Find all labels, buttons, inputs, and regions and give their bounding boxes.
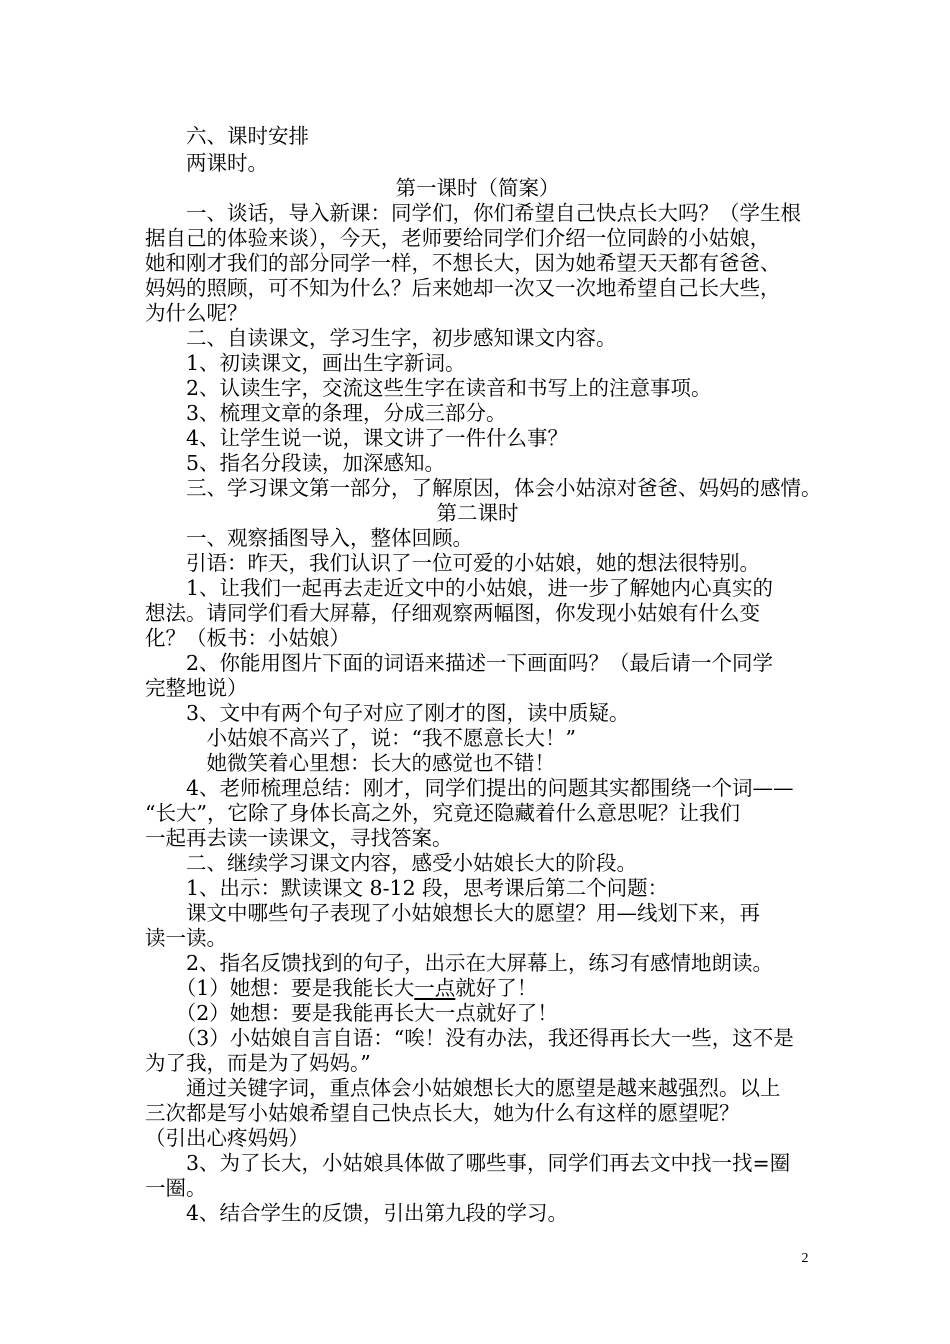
paragraph-line: 为什么呢？ (145, 301, 248, 325)
paragraph-line: 三、学习课文第一部分，了解原因，体会小姑涼对爸爸、妈妈的感情。 (145, 476, 822, 500)
paragraph-line: 二、继续学习课文内容，感受小姑娘长大的阶段。 (145, 851, 637, 875)
paragraph-line: 读一读。 (145, 926, 227, 950)
paragraph-line: 4、让学生说一说，课文讲了一件什么事？ (145, 426, 569, 450)
sentence-text: 就好了！ (455, 976, 538, 1000)
heading-first-lesson: 第一课时（简案） (395, 176, 560, 200)
paragraph-line: 她和刚才我们的部分同学一样，不想长大，因为她希望天天都有爸爸、 (145, 251, 781, 275)
paragraph-line: 3、为了长大，小姑娘具体做了哪些事，同学们再去文中找一找=圈 (145, 1151, 791, 1175)
paragraph-line: 完整地说） (145, 676, 248, 700)
quoted-sentence: 她微笑着心里想：长大的感觉也不错！ (145, 751, 555, 775)
paragraph-line: 引语：昨天，我们认识了一位可爱的小姑娘，她的想法很特别。 (145, 551, 760, 575)
paragraph-line: 1、让我们一起再去走近文中的小姑娘，进一步了解她内心真实的 (145, 576, 774, 600)
paragraph-line: 4、老师梳理总结：刚才，同学们提出的问题其实都围绕一个词—— (145, 776, 794, 800)
paragraph-line: 2、指名反馈找到的句子，出示在大屏幕上，练习有感情地朗读。 (145, 951, 774, 975)
example-sentence-2: （2）她想：要是我能再长大一点就好了！ (145, 1001, 558, 1025)
paragraph-line: 一圈。 (145, 1176, 207, 1200)
paragraph-line: “长大”，它除了身体长高之外，究竟还隐藏着什么意思呢？让我们 (145, 801, 740, 825)
heading-second-lesson: 第二课时 (436, 501, 519, 525)
paragraph-line: 3、梳理文章的条理，分成三部分。 (145, 401, 507, 425)
paragraph-line: 妈妈的照顾，可不知为什么？后来她却一次又一次地希望自己长大些， (145, 276, 781, 300)
paragraph-line: 一、谈话，导入新课：同学们，你们希望自己快点长大吗？（学生根 (145, 201, 801, 225)
paragraph-line: 1、初读课文，画出生字新词。 (145, 351, 466, 375)
paragraph-line: 4、结合学生的反馈，引出第九段的学习。 (145, 1201, 569, 1225)
paragraph-line: （引出心疼妈妈） (145, 1126, 309, 1150)
example-sentence-1 (145, 976, 810, 1001)
paragraph-line: 据自己的体验来谈），今天，老师要给同学们介绍一位同龄的小姑娘， (145, 226, 771, 250)
paragraph-line: 三次都是写小姑娘希望自己快点长大，她为什么有这样的愿望呢？ (145, 1101, 740, 1125)
sentence-text: （1）她想：要是我能长大 (145, 976, 415, 1000)
example-sentence-3: （3）小姑娘自言自语：“唉！没有办法，我还得再长大一些，这不是 (145, 1026, 794, 1050)
section-heading-lesson-schedule: 六、课时安排 (145, 124, 309, 148)
paragraph-line: 课文中哪些句子表现了小姑娘想长大的愿望？用—线划下来，再 (145, 901, 760, 925)
paragraph-line: 3、文中有两个句子对应了刚才的图，读中质疑。 (145, 701, 630, 725)
paragraph-line: 想法。请同学们看大屏幕，仔细观察两幅图，你发现小姑娘有什么变 (145, 601, 760, 625)
paragraph-line: 二、自读课文，学习生字，初步感知课文内容。 (145, 326, 617, 350)
paragraph-line: 两课时。 (145, 151, 268, 175)
paragraph-line: 一起再去读一读课文，寻找答案。 (145, 826, 453, 850)
paragraph-line: 通过关键字词，重点体会小姑娘想长大的愿望是越来越强烈。以上 (145, 1076, 781, 1100)
quoted-sentence: 小姑娘不高兴了，说：“我不愿意长大！” (145, 726, 576, 750)
paragraph-line: 1、出示：默读课文 8-12 段，思考课后第二个问题： (145, 876, 669, 900)
paragraph-line: 化？（板书：小姑娘） (145, 626, 350, 650)
paragraph-line: 为了我，而是为了妈妈。” (145, 1051, 371, 1075)
underlined-phrase: 一点 (414, 976, 456, 1000)
paragraph-line: 2、认读生字，交流这些生字在读音和书写上的注意事项。 (145, 376, 712, 400)
paragraph-line: 5、指名分段读，加深感知。 (145, 451, 446, 475)
paragraph-line: 2、你能用图片下面的词语来描述一下画面吗？（最后请一个同学 (145, 651, 774, 675)
page-number: 2 (801, 1251, 809, 1266)
paragraph-line: 一、观察插图导入，整体回顾。 (145, 526, 473, 550)
